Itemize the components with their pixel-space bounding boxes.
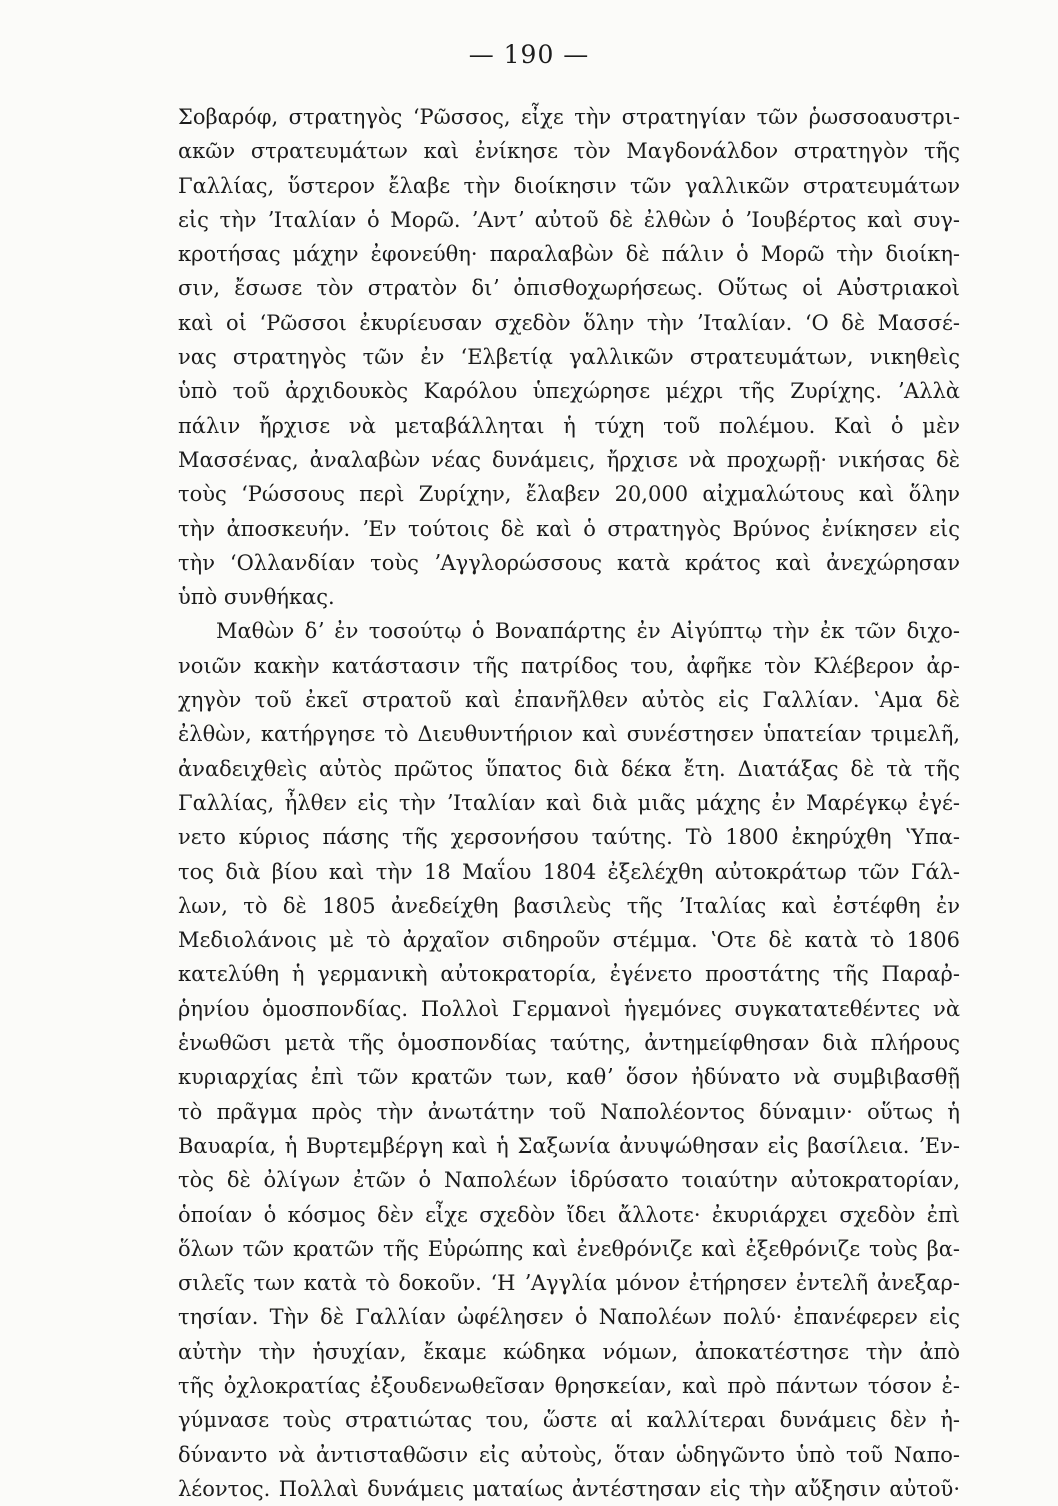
text-line: νοιῶν κακὴν κατάστασιν τῆς πατρίδος του, ἀφῆκε τὸν Κλέβερον ἀρ- [178,653,960,678]
text-line: λων, τὸ δὲ 1805 ἀνεδείχθη βασιλεὺς τῆς ʼΙταλίας καὶ ἐστέφθη ἐν [178,893,960,918]
paragraph-2 [178,614,960,1506]
text-line: ἐλθὼν, κατήργησε τὸ Διευθυντήριον καὶ συνέστησεν ὑπατείαν τριμελῆ, [178,722,960,747]
text-line: ακῶν στρατευμάτων καὶ ἐνίκησε τὸν Μαγδονάλδον στρατηγὸν τῆς [178,139,960,164]
text-line: κατελύθη ἡ γερμανικὴ αὐτοκρατορία, ἐγένετο προστάτης τῆς Παραῤ- [178,962,960,987]
text-line: Μασσένας, ἀναλαβὼν νέας δυνάμεις, ἤρχισε νὰ προχωρῇ· νικήσας δὲ [178,447,960,472]
text-line: κυριαρχίας ἐπὶ τῶν κρατῶν των, καθʼ ὅσον ἠδύνατο νὰ συμβιβασθῇ [178,1065,960,1090]
text-line: τὸ πρᾶγμα πρὸς τὴν ἀνωτάτην τοῦ Ναπολέοντος δύναμιν· οὕτως ἡ [178,1099,960,1124]
text-line: καὶ οἱ ʻΡῶσσοι ἐκυρίευσαν σχεδὸν ὅλην τὴν ʼΙταλίαν. ʻΟ δὲ Μασσέ- [178,310,960,335]
text-line: νας στρατηγὸς τῶν ἐν ʻΕλβετίᾳ γαλλικῶν στρατευμάτων, νικηθεὶς [178,345,960,370]
text-line: ὑπὸ τοῦ ἀρχιδουκὸς Καρόλου ὑπεχώρησε μέχρι τῆς Ζυρίχης. ʼΑλλὰ [178,379,960,404]
text-line: ὑπὸ συνθήκας. [178,585,335,610]
text-line: Γαλλίας, ἦλθεν εἰς τὴν ʼΙταλίαν καὶ διὰ μιᾶς μάχης ἐν Μαρέγκῳ ἐγέ- [178,790,960,815]
body-text [178,100,960,1506]
text-line: λέοντος. Πολλαὶ δυνάμεις ματαίως ἀντέστησαν εἰς τὴν αὔξησιν αὐτοῦ· [178,1476,960,1501]
text-line: σιλεῖς των κατὰ τὸ δοκοῦν. ʻΗ ʼΑγγλία μόνον ἐτήρησεν ἐντελῆ ἀνεξαρ- [178,1271,960,1296]
text-line: τοὺς ʻΡώσσους περὶ Ζυρίχην, ἔλαβεν 20,000 αἰχμαλώτους καὶ ὅλην [178,482,960,507]
text-line: ὁποίαν ὁ κόσμος δὲν εἶχε σχεδὸν ἴδει ἄλλοτε· ἐκυριάρχει σχεδὸν ἐπὶ [178,1202,960,1227]
text-line: γύμνασε τοὺς στρατιώτας του, ὥστε αἱ καλλίτεραι δυνάμεις δὲν ἠ- [178,1408,960,1433]
text-line: Σοβαρόφ, στρατηγὸς ʻΡῶσσος, εἶχε τὴν στρατηγίαν τῶν ῥωσσοαυστρι- [178,105,960,129]
text-line: τῆς ὀχλοκρατίας ἐξουδενωθεῖσαν θρησκείαν, καὶ πρὸ πάντων τόσον ἐ- [178,1373,960,1398]
text-line: Γαλλίας, ὕστερον ἔλαβε τὴν διοίκησιν τῶν γαλλικῶν στρατευμάτων [178,173,960,198]
text-line: εἰς τὴν ʼΙταλίαν ὁ Μορῶ. ʼΑντʼ αὐτοῦ δὲ ἐλθὼν ὁ ʼΙουβέρτος καὶ συγ- [178,207,960,232]
text-line: τος διὰ βίου καὶ τὴν 18 Μαΐου 1804 ἐξελέχθη αὐτοκράτωρ τῶν Γάλ- [178,859,960,884]
text-line: Βαυαρία, ἡ Βυρτεμβέργη καὶ ἡ Σαξωνία ἀνυψώθησαν εἰς βασίλεια. ʼΕν- [178,1133,960,1158]
text-line: τὴν ἀποσκευήν. ʼΕν τούτοις δὲ καὶ ὁ στρατηγὸς Βρύνος ἐνίκησεν εἰς [178,516,960,541]
text-line: κροτήσας μάχην ἐφονεύθη· παραλαβὼν δὲ πάλιν ὁ Μορῶ τὴν διοίκη- [178,242,960,267]
text-line: τὸς δὲ ὀλίγων ἐτῶν ὁ Ναπολέων ἱδρύσατο τοιαύτην αὐτοκρατορίαν, [178,1168,960,1193]
text-line: νετο κύριος πάσης τῆς χερσονήσου ταύτης. Τὸ 1800 ἐκηρύχθη ʽΥπα- [178,825,960,850]
text-line: ἑνωθῶσι μετὰ τῆς ὁμοσπονδίας ταύτης, ἀντημείφθησαν διὰ πλήρους [178,1031,960,1056]
text-line: πάλιν ἤρχισε νὰ μεταβάλληται ἡ τύχη τοῦ πολέμου. Καὶ ὁ μὲν [178,413,960,438]
page-number: — 190 — [468,40,590,69]
text-line: Μαθὼν δʼ ἐν τοσούτῳ ὁ Βοναπάρτης ἐν Αἰγύπτῳ τὴν ἐκ τῶν διχο- [216,619,960,644]
text-line: ῥηνίου ὁμοσπονδίας. Πολλοὶ Γερμανοὶ ἡγεμόνες συγκατατεθέντες νὰ [178,996,960,1021]
text-line: χηγὸν τοῦ ἐκεῖ στρατοῦ καὶ ἐπανῆλθεν αὐτὸς εἰς Γαλλίαν. ʽΑμα δὲ [178,688,960,713]
paragraph-1 [178,100,960,614]
text-line: τησίαν. Τὴν δὲ Γαλλίαν ὠφέλησεν ὁ Ναπολέων πολύ· ἐπανέφερεν εἰς [178,1305,960,1330]
text-line: τὴν ʻΟλλανδίαν τοὺς ʼΑγγλορώσσους κατὰ κράτος καὶ ἀνεχώρησαν [178,550,960,575]
text-line: ἀναδειχθεὶς αὐτὸς πρῶτος ὕπατος διὰ δέκα ἔτη. Διατάξας δὲ τὰ τῆς [178,756,960,781]
text-line: ὅλων τῶν κρατῶν τῆς Εὐρώπης καὶ ἐνεθρόνιζε καὶ ἐξεθρόνιζε τοὺς βα- [178,1236,960,1261]
text-line: δύναντο νὰ ἀντισταθῶσιν εἰς αὐτοὺς, ὅταν ὡδηγῶντο ὑπὸ τοῦ Ναπο- [178,1442,960,1467]
text-line: σιν, ἔσωσε τὸν στρατὸν διʼ ὀπισθοχωρήσεως. Οὕτως οἱ Αὐστριακοὶ [178,276,960,301]
text-line: Μεδιολάνοις μὲ τὸ ἀρχαῖον σιδηροῦν στέμμα. ʽΟτε δὲ κατὰ τὸ 1806 [178,928,960,953]
text-line: αὐτὴν τὴν ἡσυχίαν, ἔκαμε κώδηκα νόμων, ἀποκατέστησε τὴν ἀπὸ [178,1339,960,1364]
